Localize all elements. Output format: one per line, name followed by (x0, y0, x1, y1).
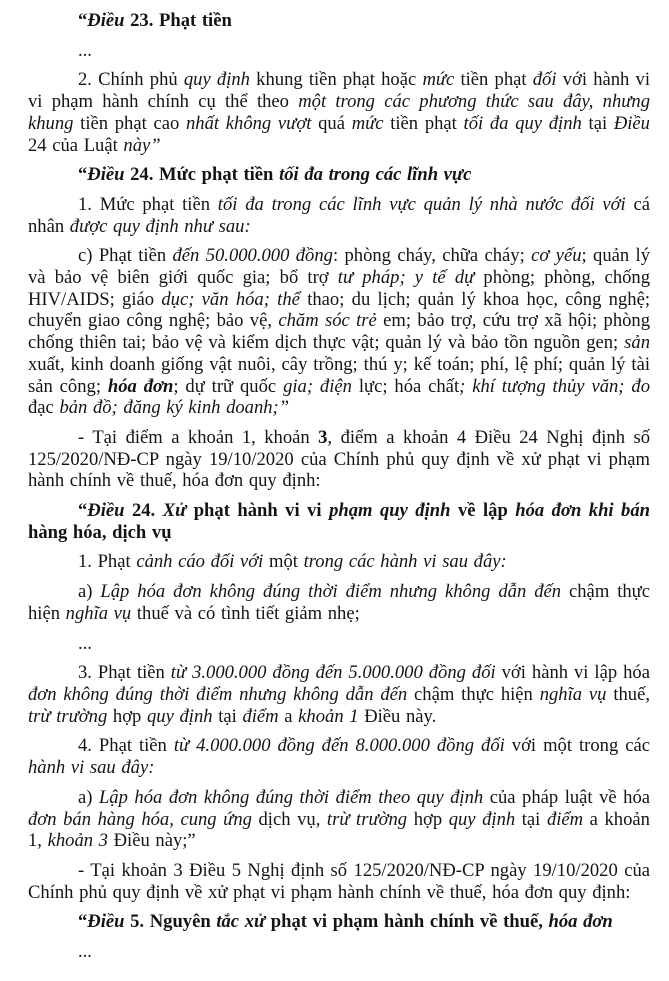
text-run: 1. Phạt (78, 551, 137, 573)
text-run: tối đa trong các lĩnh vực quản lý nhà nước đối với (217, 193, 626, 215)
text-run: nghĩa vụ (65, 602, 132, 624)
text-run: Điều (87, 911, 125, 933)
document-body (28, 10, 650, 963)
text-run: được quy định như sau: (69, 215, 251, 237)
text-run: Điều (87, 164, 125, 186)
text-run: khoản 3 (47, 830, 108, 852)
text-run: , điểm a khoản 4 Điều 24 Nghị định số 125/2020/NĐ-CP ngày 19/10/2020 của Chính phủ quy định về xử phạt vi phạm hành chính về thuế, hóa đơn quy định: (28, 426, 651, 492)
text-run: mức (422, 69, 455, 91)
text-run: tiền phạt (383, 112, 464, 134)
paragraph-body (28, 194, 650, 237)
text-run: với một trong các (504, 735, 650, 757)
text-run: tối đa quy định (463, 112, 582, 134)
paragraph-ellipsis (28, 941, 650, 963)
text-run: phòng; phòng, chống HIV/AIDS; giáo (28, 267, 651, 310)
text-run: 24 của Luật (28, 134, 124, 156)
text-run: a (278, 705, 299, 727)
text-run: tiền phạt (454, 69, 533, 91)
text-run: “ (78, 911, 88, 933)
text-run: với hành vi vi phạm hành chính cụ thể theo (28, 69, 650, 113)
text-run: xuất, kinh doanh giống vật nuôi, cây trồng; thú y; kế toán; phí, lệ phí; quản lý tài sản công; (28, 353, 650, 397)
text-run: trừ trường (326, 808, 408, 830)
text-run: lực; hóa chất (351, 375, 460, 397)
text-run: tiền phạt cao (73, 112, 186, 134)
text-run: của pháp luật về hóa (483, 786, 651, 808)
text-run: dịch vụ, (251, 808, 327, 830)
text-run (546, 376, 553, 397)
text-run: 5. Nguyên (124, 911, 217, 933)
text-run: “ (78, 10, 88, 31)
text-run: 3. Phạt tiền (78, 662, 171, 684)
text-run: - Tại điểm a khoản 1, khoản (78, 426, 319, 448)
text-run: em; bảo trợ, cứu trợ xã hội; phòng chống thiên tai; bảo vệ và kiểm dịch thực vật; quản lý và bảo tồn nguồn gen; (28, 310, 651, 354)
text-run: khung tiền phạt hoặc (249, 69, 423, 91)
text-run: trừ trường (28, 705, 108, 727)
text-run: 4. Phạt tiền (78, 735, 174, 757)
text-run: 23. Phạt tiền (124, 10, 232, 31)
text-run: ... (78, 632, 92, 654)
text-run: quy định (147, 705, 213, 727)
text-run: phạt hành vi vi (186, 500, 330, 522)
text-run: đơn không đúng thời điểm nhưng không dẫn đến (28, 683, 408, 705)
text-run: một trong các phương thức sau đây, nhưng khung (28, 91, 650, 134)
paragraph-body (28, 245, 650, 419)
text-run: thủy văn; đo (552, 375, 650, 397)
text-run: ; quản lý và bảo vệ biên giới quốc gia; bổ trợ (28, 245, 651, 289)
text-run: một (263, 551, 304, 573)
text-run: chậm thực hiện (28, 581, 651, 624)
text-run: Điều này;” (107, 830, 196, 852)
text-run: này” (123, 134, 161, 156)
paragraph-body (28, 551, 650, 573)
text-run: Xử (162, 500, 187, 522)
paragraph-heading (28, 911, 650, 933)
text-run: phạm quy định (329, 500, 451, 522)
text-run: tư pháp; y tế dự (337, 267, 475, 289)
text-run: chăm sóc trẻ (278, 310, 377, 332)
text-run: 24. (124, 500, 163, 522)
text-run: thuế và có tình tiết giảm nhẹ; (131, 602, 360, 624)
text-run: cơ yếu (531, 245, 582, 267)
text-run: thuế, (606, 683, 650, 705)
text-run: Điều (87, 10, 125, 31)
text-run: c) Phạt tiền (78, 245, 173, 267)
text-run: sản (624, 332, 650, 354)
text-run: 2. Chính phủ (78, 69, 184, 91)
text-run: nghĩa vụ (539, 683, 607, 705)
paragraph-body (28, 787, 650, 852)
text-run: với hành vi lập hóa (495, 662, 650, 684)
paragraph-ellipsis (28, 633, 650, 655)
text-run: nhất không vượt (186, 112, 312, 134)
text-run: ; khí tượng (459, 375, 546, 397)
text-run: tại (212, 705, 243, 727)
text-run: đối (532, 69, 557, 91)
text-run: Điều này. (358, 705, 437, 727)
text-run: từ 3.000.000 đồng đến 5.000.000 đồng đối (170, 662, 496, 684)
text-run: cá nhân (28, 193, 650, 237)
text-run: hóa đơn khi bán (515, 500, 650, 522)
text-run: mức (351, 112, 384, 134)
text-run: điểm (546, 808, 584, 830)
text-run: gia; điện (283, 375, 352, 397)
text-run: a) (78, 786, 99, 808)
text-run: hóa đơn (107, 375, 174, 397)
paragraph-body (28, 427, 650, 492)
text-run: dục; văn hóa; thể (161, 288, 300, 310)
text-run: cảnh cáo đối với (136, 551, 264, 573)
text-run: trong các hành vi sau đây: (303, 551, 507, 573)
text-run: hợp (407, 808, 449, 830)
text-run: ; dự trữ quốc (173, 375, 284, 397)
text-run: tại (515, 808, 547, 830)
text-run: Lập hóa đơn không đúng thời điểm theo quy định (98, 786, 484, 808)
text-run: đơn bán hàng hóa, cung ứng (28, 808, 252, 830)
paragraph-body (28, 735, 650, 778)
text-run: tối đa trong các lĩnh vực (279, 164, 472, 186)
text-run: hợp (107, 705, 147, 727)
text-run: quy định (183, 69, 250, 91)
paragraph-body (28, 860, 650, 903)
text-run: chậm thực hiện (407, 683, 540, 705)
text-run: a) (78, 581, 101, 603)
paragraph-heading (28, 10, 650, 32)
text-run: : phòng cháy, chữa cháy; (332, 245, 532, 267)
text-run: Điều (87, 500, 125, 522)
text-run: 3 (318, 426, 328, 448)
paragraph-heading (28, 500, 650, 543)
text-run: phạt vi phạm hành chính về thuế, (265, 911, 549, 933)
text-run: khoản 1 (298, 705, 359, 727)
text-run: về lập (450, 500, 516, 522)
text-run: - Tại khoản 3 Điều 5 Nghị định số 125/2020/NĐ-CP ngày 19/10/2020 của Chính phủ quy định về xử phạt vi phạm hành chính về thuế, hóa đơn quy định: (28, 859, 650, 903)
text-run: tại (581, 112, 614, 134)
paragraph-body (28, 581, 650, 624)
text-run: quá (311, 112, 352, 134)
paragraph-body (28, 69, 650, 156)
text-run: thao; du lịch; quản lý khoa học, công nghệ; chuyển giao công nghệ; bảo vệ, (28, 288, 650, 332)
text-run: điểm (242, 705, 279, 727)
text-run: ... (78, 39, 92, 61)
paragraph-ellipsis (28, 40, 650, 62)
text-run: Điều (613, 112, 650, 134)
text-run: đạc (28, 397, 60, 419)
text-run: ... (78, 941, 92, 963)
text-run: bản đồ; đăng ký kinh doanh;” (59, 397, 290, 419)
text-run: hóa đơn (548, 911, 613, 933)
paragraph-body (28, 662, 650, 727)
text-run: hàng hóa, dịch vụ (28, 521, 172, 543)
text-run: 1. Mức phạt tiền (78, 193, 218, 215)
text-run: 24. Mức phạt tiền (124, 164, 280, 186)
text-run: đến 50.000.000 đồng (172, 245, 333, 267)
text-run: quy định (448, 808, 516, 830)
text-run: tắc xử (216, 911, 266, 933)
text-run: “ (78, 500, 88, 522)
paragraph-heading (28, 164, 650, 186)
text-run: “ (78, 164, 88, 186)
text-run: a khoản 1, (28, 808, 650, 852)
text-run: hành vi sau đây: (28, 757, 155, 779)
text-run: Lập hóa đơn không đúng thời điểm nhưng không dẫn đến (100, 581, 562, 603)
text-run: từ 4.000.000 đồng đến 8.000.000 đồng đối (173, 735, 505, 757)
